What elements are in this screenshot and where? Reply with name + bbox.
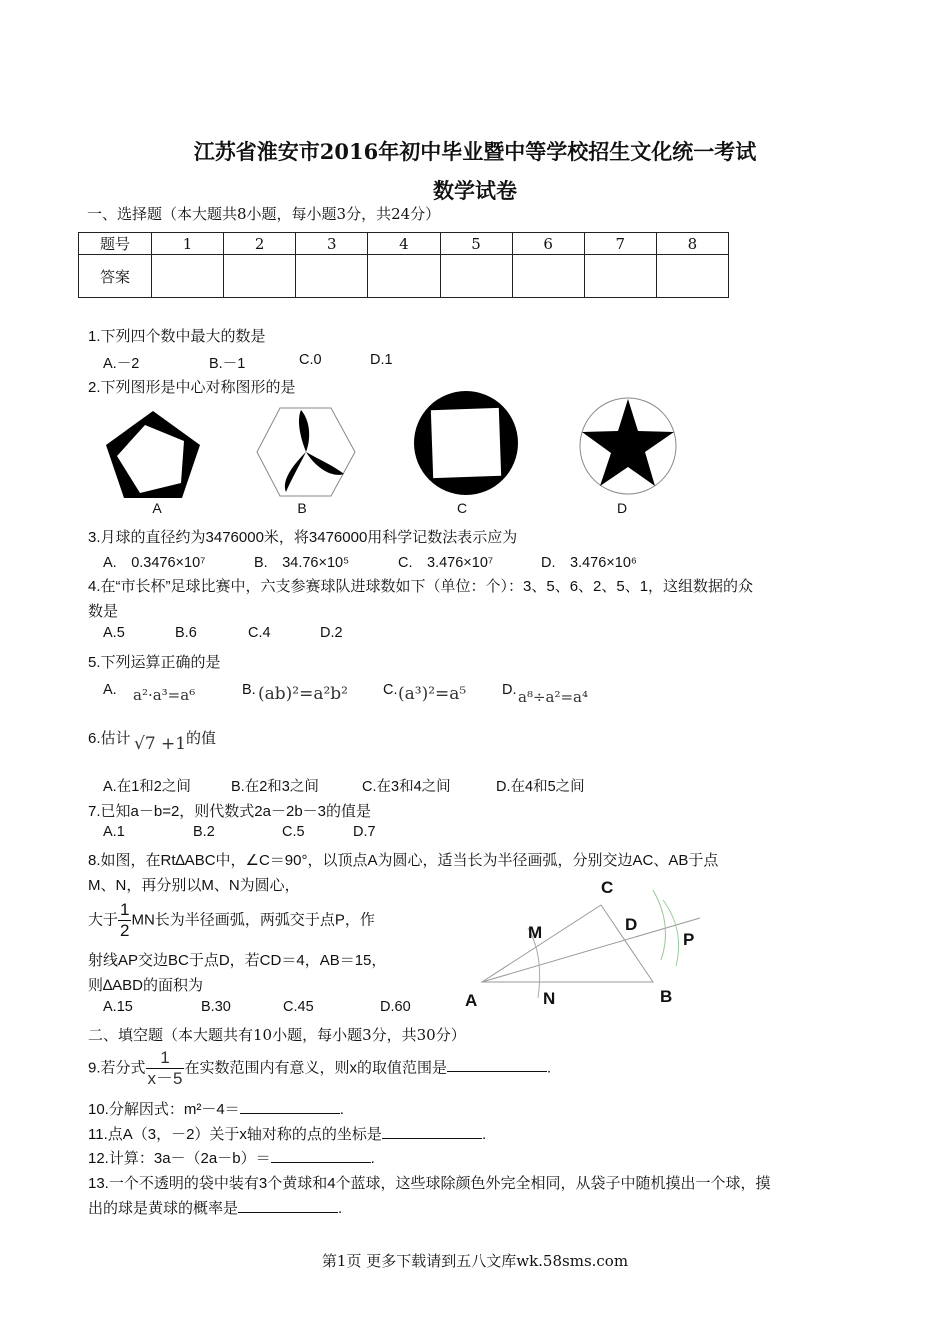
answer-blank[interactable] [238,1198,338,1213]
figure-circle-star [576,394,680,498]
question-13-stem: 13.一个不透明的袋中装有3个黄球和4个蓝球，这些球除颜色外完全相同，从袋子中随机摸出一个球，摸 [88,1175,771,1192]
point-label-d: D [625,915,638,934]
answer-blank[interactable] [240,1099,340,1114]
table-cell-number: 6 [512,233,584,255]
point-label-p: P [683,930,695,949]
option-b: B.6 [175,625,197,641]
option-a: A.1 [103,824,125,840]
answer-cell[interactable] [584,255,656,298]
table-cell-number: 5 [440,233,512,255]
question-8-text: MN长为半径画弧，两弧交于点P，作 [131,911,375,929]
figure-label-a: A [152,500,162,516]
page-title: 江苏省淮安市2016年初中毕业暨中等学校招生文化统一考试 [193,139,757,164]
figure-circle-square [412,388,520,498]
option-d-expr: a⁸÷a²=a⁴ [518,688,589,706]
option-d: D.2 [320,625,343,641]
option-c: C. 3.476×10⁷ [398,555,494,571]
fraction-half [118,900,131,941]
answer-cell[interactable] [368,255,440,298]
fraction-numerator: 1 [146,1048,185,1069]
table-cell-number: 3 [296,233,368,255]
option-c: C.0 [299,352,322,368]
question-12-text: 12.计算：3a－（2a－b）＝ [88,1150,271,1167]
option-c: C.5 [282,824,305,840]
fraction-numerator: 1 [120,900,130,919]
question-4-stem-cont: 数是 [88,603,119,620]
question-6-prefix: 6.估计 [88,730,131,747]
question-8-line3 [88,900,375,948]
period: . [547,1059,552,1077]
option-a: A.5 [103,625,125,641]
option-c-label: C. [383,682,398,698]
answer-blank[interactable] [271,1148,371,1163]
question-6-expression: √7 +1 [134,734,187,754]
period: . [338,1200,343,1217]
figure-label-d: D [616,500,628,516]
option-d: D.7 [353,824,376,840]
question-9 [88,1048,551,1098]
point-label-a: A [465,991,478,1010]
section-heading-choice: 一、选择题（本大题共8小题，每小题3分，共24分） [87,205,441,223]
option-a: A.15 [103,999,133,1015]
table-header-answer: 答案 [79,255,152,298]
table-cell-number: 2 [224,233,296,255]
option-d-label: D. [502,682,517,698]
figure-label-b: B [297,500,307,516]
question-9-text: 9.若分式 [88,1059,146,1077]
ray-ap [482,918,700,982]
square-shape [431,408,501,478]
question-6-suffix: 的值 [186,730,217,747]
point-label-c: C [601,878,614,897]
option-d: D.60 [380,999,411,1015]
question-8-stem: 8.如图，在Rt∆ABC中，∠C＝90°，以顶点A为圆心，适当长为半径画弧，分别交边AC、AB于点 [88,852,719,869]
propeller-blade [306,452,344,475]
question-8-stem-cont: M、N，再分别以M、N为圆心， [88,877,300,894]
option-b-label: B. [242,682,256,698]
question-3-stem: 3.月球的直径约为3476000米，将3476000用科学记数法表示应为 [88,529,518,546]
question-11-text: 11.点A（3，－2）关于x轴对称的点的坐标是 [88,1126,382,1143]
table-cell-number: 1 [152,233,224,255]
table-cell-number: 8 [656,233,728,255]
answer-cell[interactable] [152,255,224,298]
period: . [370,1150,375,1167]
question-1-stem: 1.下列四个数中最大的数是 [88,328,266,345]
page-subtitle: 数学试卷 [433,178,517,203]
answer-cell[interactable] [656,255,728,298]
option-a-expr: a²·a³=a⁶ [133,686,196,704]
question-8-text: 大于 [88,911,119,929]
figure-label-c: C [456,500,468,516]
question-4-stem: 4.在“市长杯”足球比赛中，六支参赛球队进球数如下（单位：个）：3、5、6、2、5、1，这组数据的众 [88,578,754,595]
answer-cell[interactable] [296,255,368,298]
table-cell-number: 4 [368,233,440,255]
point-label-b: B [660,987,673,1006]
table-header-number: 题号 [79,233,152,255]
option-a: A.－2 [103,356,140,372]
page-footer: 第1页 更多下载请到五八文库wk.58sms.com [321,1252,629,1270]
option-c: C.在3和4之间 [362,779,451,795]
question-10-text: 10.分解因式：m²－4＝ [88,1101,240,1118]
propeller-blade [285,452,306,492]
answer-cell[interactable] [440,255,512,298]
option-b: B.在2和3之间 [231,779,319,795]
question-10 [88,1098,344,1119]
question-13-line2 [88,1197,342,1218]
question-5-stem: 5.下列运算正确的是 [88,654,221,671]
answer-blank[interactable] [382,1124,482,1139]
answer-table [78,232,729,298]
answer-blank[interactable] [447,1057,547,1072]
question-11 [88,1123,486,1144]
option-a-label: A. [103,682,117,698]
question-8-line5: 则∆ABD的面积为 [88,977,204,994]
question-12 [88,1147,375,1168]
star-shape [582,399,674,486]
figure-triangle-abc [460,870,720,1020]
fraction-denominator: x－5 [147,1069,183,1088]
question-2-stem: 2.下列图形是中心对称图形的是 [88,379,296,396]
option-d: D.1 [370,352,393,368]
figure-hexagon-propeller [254,404,358,500]
answer-cell[interactable] [512,255,584,298]
question-9-text: 在实数范围内有意义，则x的取值范围是 [184,1059,447,1077]
option-d: D.在4和5之间 [496,779,585,795]
fraction-denominator: 2 [120,921,130,940]
section-heading-fill: 二、填空题（本大题共有10小题，每小题3分，共30分） [88,1026,466,1044]
option-b-expr: (ab)²=a²b² [258,684,348,704]
fraction-q9 [146,1048,185,1089]
option-a: A.在1和2之间 [103,779,191,795]
question-8-line4: 射线AP交边BC于点D，若CD＝4，AB＝15， [88,952,387,969]
period: . [481,1126,487,1143]
option-b: B. 34.76×10⁵ [254,555,350,571]
point-label-n: N [543,989,556,1008]
option-c-expr: (a³)²=a⁵ [398,684,467,704]
option-c: C.4 [248,625,271,641]
option-d: D. 3.476×10⁶ [541,555,637,571]
option-a: A. 0.3476×10⁷ [103,555,206,571]
question-7-stem: 7.已知a－b=2，则代数式2a－2b－3的值是 [88,803,372,820]
option-b: B.2 [193,824,215,840]
option-b: B.30 [201,999,231,1015]
period: . [339,1101,344,1118]
propeller-blade [299,410,309,452]
table-cell-number: 7 [584,233,656,255]
answer-cell[interactable] [224,255,296,298]
option-c: C.45 [283,999,314,1015]
figure-pentagon [100,404,210,500]
question-13-text: 出的球是黄球的概率是 [88,1200,239,1217]
option-b: B.－1 [209,356,246,372]
point-label-m: M [528,923,543,942]
